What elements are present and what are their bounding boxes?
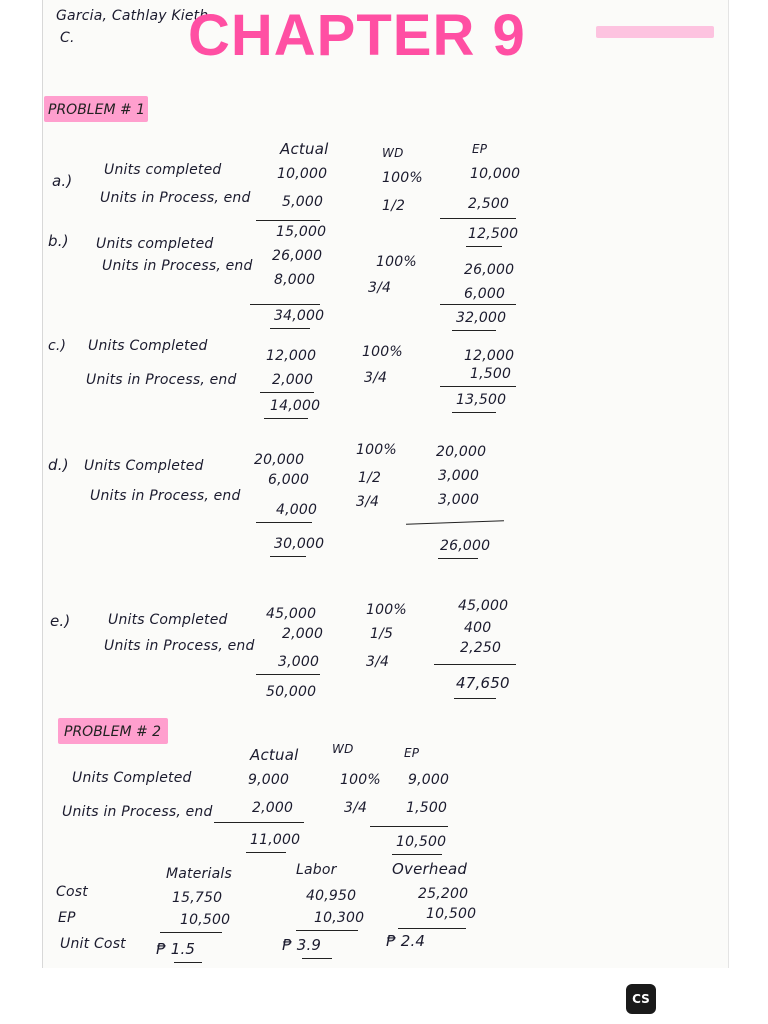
- p2-ep-1: 9,000: [408, 772, 450, 788]
- p1b-ep-total: 32,000: [456, 310, 507, 326]
- p2-ep-overhead: 10,500: [426, 906, 477, 922]
- p2-col-ep: EP: [404, 746, 420, 760]
- p2-cost-label: Cost: [56, 884, 88, 900]
- p1a-row1-label: Units completed: [104, 162, 222, 178]
- p2-actual-total: 11,000: [250, 832, 301, 848]
- p1d-letter: d.): [48, 456, 69, 474]
- p1b-letter: b.): [48, 232, 69, 250]
- p1a-ep-total: 12,500: [468, 226, 519, 242]
- p2-header-labor: Labor: [296, 862, 337, 878]
- p1e-ep-3: 2,250: [460, 640, 502, 656]
- p1d-row2-label: Units in Process, end: [90, 488, 241, 504]
- p2-unit-cost-labor-underline: [302, 958, 332, 959]
- p1e-actual-1: 45,000: [266, 606, 317, 622]
- p1d-actual-3: 4,000: [276, 502, 318, 518]
- p2-row2-label: Units in Process, end: [62, 804, 213, 820]
- p2-unit-cost-labor: ₱ 3.9: [282, 936, 322, 954]
- p2-actual-1: 9,000: [248, 772, 290, 788]
- p1b-ep-1: 26,000: [464, 262, 515, 278]
- p1c-actual-2: 2,000: [272, 372, 314, 388]
- p1e-ep-1: 45,000: [458, 598, 509, 614]
- p1e-actual-3: 3,000: [278, 654, 320, 670]
- p1-col-actual: Actual: [280, 140, 329, 158]
- student-name-initial: C.: [60, 30, 75, 46]
- p1b-actual-underline: [270, 328, 310, 329]
- p2-unit-cost-materials-underline: [174, 962, 202, 963]
- p2-actual-underline: [246, 852, 286, 853]
- p1d-actual-1: 20,000: [254, 452, 305, 468]
- p2-ep-2: 1,500: [406, 800, 448, 816]
- p1d-wd-3: 3/4: [356, 494, 380, 510]
- p2-wd-2: 3/4: [344, 800, 368, 816]
- p2-ep-label: EP: [58, 910, 76, 926]
- p1a-actual-2: 5,000: [282, 194, 324, 210]
- p1d-ep-2: 3,000: [438, 468, 480, 484]
- p1e-ep-rule: [434, 664, 516, 665]
- p2-rule-labor: [296, 930, 358, 931]
- p1b-wd-2: 3/4: [368, 280, 392, 296]
- p1b-row2-label: Units in Process, end: [102, 258, 253, 274]
- p1a-ep-underline: [466, 246, 502, 247]
- p1e-ep-total: 47,650: [456, 674, 510, 692]
- p1c-ep-2: 1,500: [470, 366, 512, 382]
- camscanner-logo: CS: [626, 984, 656, 1014]
- p1a-wd-2: 1/2: [382, 198, 406, 214]
- p2-header-overhead: Overhead: [392, 860, 468, 878]
- p1-col-ep: EP: [472, 142, 488, 156]
- chapter-title: CHAPTER 9: [188, 3, 526, 68]
- p1e-wd-1: 100%: [366, 602, 407, 618]
- p2-rule-materials: [160, 932, 222, 933]
- p1e-actual-rule: [256, 674, 320, 675]
- p2-wd-1: 100%: [340, 772, 381, 788]
- student-name: Garcia, Cathlay Kieth: [56, 8, 209, 24]
- p1d-wd-2: 1/2: [358, 470, 382, 486]
- p1d-ep-1: 20,000: [436, 444, 487, 460]
- p1a-ep-2: 2,500: [468, 196, 510, 212]
- p1c-ep-rule: [440, 386, 516, 387]
- p1b-ep-2: 6,000: [464, 286, 506, 302]
- p2-ep-total: 10,500: [396, 834, 447, 850]
- problem1-label: PROBLEM # 1: [48, 102, 146, 118]
- p1e-ep-underline: [454, 698, 496, 699]
- p1e-actual-total: 50,000: [266, 684, 317, 700]
- p1d-actual-2: 6,000: [268, 472, 310, 488]
- p1d-actual-total: 30,000: [274, 536, 325, 552]
- p1e-wd-2: 1/5: [370, 626, 394, 642]
- p1b-ep-rule: [440, 304, 516, 305]
- p1e-actual-2: 2,000: [282, 626, 324, 642]
- p1d-row1-label: Units Completed: [84, 458, 204, 474]
- p1c-actual-1: 12,000: [266, 348, 317, 364]
- p1b-actual-2: 8,000: [274, 272, 316, 288]
- p1a-ep-rule: [440, 218, 516, 219]
- p1c-actual-total: 14,000: [270, 398, 321, 414]
- p1c-ep-1: 12,000: [464, 348, 515, 364]
- p1c-actual-underline: [264, 418, 308, 419]
- problem2-label: PROBLEM # 2: [64, 724, 162, 740]
- p1b-wd-1: 100%: [376, 254, 417, 270]
- p2-ep-materials: 10,500: [180, 912, 231, 928]
- p2-ep-labor: 10,300: [314, 910, 365, 926]
- p2-row1-label: Units Completed: [72, 770, 192, 786]
- p1e-row2-label: Units in Process, end: [104, 638, 255, 654]
- p2-ep-underline: [392, 854, 442, 855]
- p1a-ep-1: 10,000: [470, 166, 521, 182]
- p2-unit-cost-overhead: ₱ 2.4: [386, 932, 426, 950]
- p2-actual-2: 2,000: [252, 800, 294, 816]
- title-highlight: [596, 26, 714, 38]
- p1c-ep-total: 13,500: [456, 392, 507, 408]
- p1b-ep-underline: [452, 330, 496, 331]
- p1d-ep-3: 3,000: [438, 492, 480, 508]
- p1c-letter: c.): [48, 338, 67, 354]
- p2-col-wd: WD: [332, 742, 354, 756]
- p1b-actual-rule: [250, 304, 320, 305]
- p1d-actual-rule: [256, 522, 312, 523]
- p2-cost-materials: 15,750: [172, 890, 223, 906]
- p1-col-wd: WD: [382, 146, 404, 160]
- p2-rule-overhead: [398, 928, 466, 929]
- p1c-row2-label: Units in Process, end: [86, 372, 237, 388]
- p1a-row2-label: Units in Process, end: [100, 190, 251, 206]
- p1b-actual-1: 26,000: [272, 248, 323, 264]
- p1b-actual-total: 34,000: [274, 308, 325, 324]
- p1d-ep-underline: [438, 558, 478, 559]
- p1a-actual-rule: [256, 220, 320, 221]
- p1c-ep-underline: [452, 412, 496, 413]
- p1e-wd-3: 3/4: [366, 654, 390, 670]
- p1a-wd-1: 100%: [382, 170, 423, 186]
- p2-ep-rule: [370, 826, 448, 827]
- p1e-ep-2: 400: [464, 620, 492, 636]
- p1c-actual-rule: [260, 392, 314, 393]
- p1d-actual-underline: [270, 556, 306, 557]
- p1a-letter: a.): [52, 172, 73, 190]
- p2-cost-labor: 40,950: [306, 888, 357, 904]
- p2-actual-rule: [214, 822, 304, 823]
- p2-col-actual: Actual: [250, 746, 299, 764]
- p1b-row1-label: Units completed: [96, 236, 214, 252]
- p1e-letter: e.): [50, 612, 71, 630]
- p2-unit-cost-label: Unit Cost: [60, 936, 126, 952]
- p2-cost-overhead: 25,200: [418, 886, 469, 902]
- p1d-wd-1: 100%: [356, 442, 397, 458]
- p1a-actual-1: 10,000: [277, 166, 328, 182]
- p1a-actual-total: 15,000: [276, 224, 327, 240]
- p1c-wd-1: 100%: [362, 344, 403, 360]
- p1c-wd-2: 3/4: [364, 370, 388, 386]
- p1e-row1-label: Units Completed: [108, 612, 228, 628]
- p2-header-materials: Materials: [166, 866, 232, 882]
- p2-unit-cost-materials: ₱ 1.5: [156, 940, 196, 958]
- p1c-row1-label: Units Completed: [88, 338, 208, 354]
- p1d-ep-total: 26,000: [440, 538, 491, 554]
